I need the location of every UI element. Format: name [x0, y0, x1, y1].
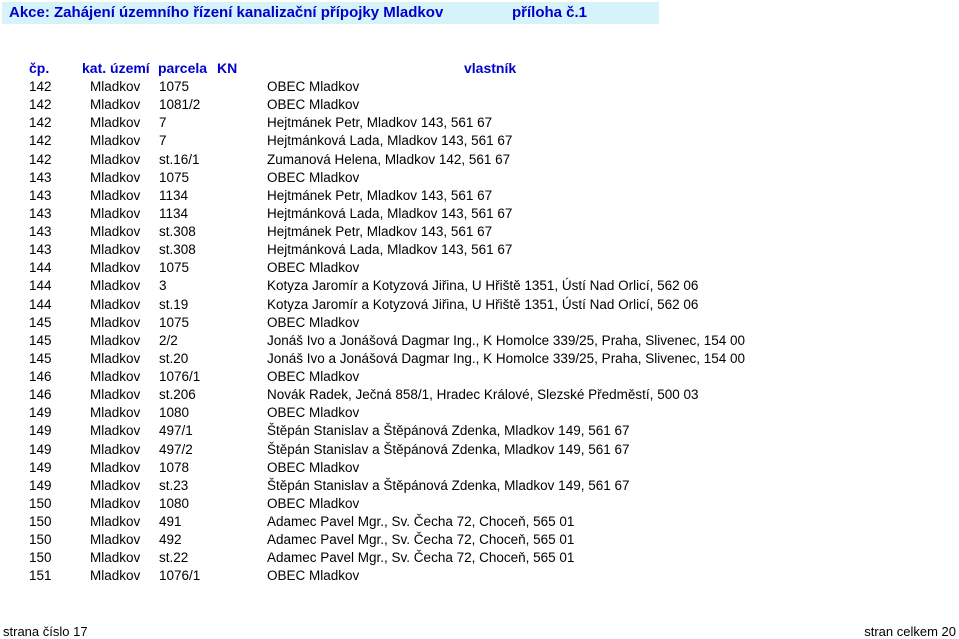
cell-parcela: 497/2 — [159, 441, 193, 457]
table-row — [0, 151, 959, 169]
cell-cp: 143 — [29, 205, 52, 221]
cell-cp: 150 — [29, 532, 52, 548]
cell-cp: 143 — [29, 187, 52, 203]
cell-vlastnik: Kotyza Jaromír a Kotyzová Jiřina, U Hřiště 1351, Ústí Nad Orlicí, 562 06 — [267, 278, 699, 294]
cell-vlastnik: OBEC Mladkov — [267, 405, 360, 421]
cell-cp: 150 — [29, 495, 52, 511]
cell-kat-uzemi: Mladkov — [90, 532, 141, 548]
cell-cp: 149 — [29, 459, 52, 475]
cell-kat-uzemi: Mladkov — [90, 423, 141, 439]
cell-cp: 145 — [29, 350, 52, 366]
cell-kat-uzemi: Mladkov — [90, 350, 141, 366]
cell-vlastnik: Jonáš Ivo a Jonášová Dagmar Ing., K Homolce 339/25, Praha, Slivenec, 154 00 — [267, 332, 746, 348]
cell-vlastnik: Adamec Pavel Mgr., Sv. Čecha 72, Choceň, 565 01 — [267, 514, 575, 529]
cell-vlastnik: OBEC Mladkov — [267, 495, 360, 511]
cell-vlastnik: Štěpán Stanislav a Štěpánová Zdenka, Mladkov 149, 561 67 — [267, 441, 630, 457]
cell-vlastnik: Hejtmánková Lada, Mladkov 143, 561 67 — [267, 205, 513, 221]
cell-cp: 142 — [29, 151, 52, 167]
header-kat-uzemi: kat. území — [82, 60, 150, 76]
cell-vlastnik: Hejtmánková Lada, Mladkov 143, 561 67 — [267, 133, 513, 149]
table-row — [0, 332, 959, 350]
cell-kat-uzemi: Mladkov — [90, 332, 141, 348]
cell-kat-uzemi: Mladkov — [90, 314, 141, 330]
cell-parcela: 1075 — [159, 260, 190, 276]
cell-kat-uzemi: Mladkov — [90, 133, 141, 149]
table-row — [0, 422, 959, 440]
cell-kat-uzemi: Mladkov — [90, 278, 141, 294]
table-row — [0, 296, 959, 314]
table-row — [0, 205, 959, 223]
cell-cp: 142 — [29, 97, 52, 113]
cell-kat-uzemi: Mladkov — [90, 224, 141, 239]
document-title: Akce: Zahájení územního řízení kanalizační přípojky Mladkov — [9, 4, 444, 21]
table-row — [0, 459, 959, 477]
cell-parcela: 1076/1 — [159, 568, 201, 584]
cell-vlastnik: Kotyza Jaromír a Kotyzová Jiřina, U Hřiště 1351, Ústí Nad Orlicí, 562 06 — [267, 296, 699, 312]
cell-kat-uzemi: Mladkov — [90, 242, 141, 258]
cell-parcela: st.23 — [159, 477, 189, 493]
cell-vlastnik: Hejtmánková Lada, Mladkov 143, 561 67 — [267, 242, 513, 258]
header-vlastnik: vlastník — [464, 60, 517, 76]
cell-cp: 149 — [29, 405, 52, 421]
table-row — [0, 404, 959, 422]
cell-vlastnik: Adamec Pavel Mgr., Sv. Čecha 72, Choceň, 565 01 — [267, 550, 575, 566]
header-kn: KN — [217, 60, 238, 76]
cell-parcela: 1075 — [159, 314, 190, 330]
table-row — [0, 114, 959, 132]
table-row — [0, 314, 959, 332]
cell-parcela: 1081/2 — [159, 97, 201, 113]
cell-kat-uzemi: Mladkov — [90, 459, 141, 475]
table-row — [0, 386, 959, 404]
cell-parcela: 3 — [159, 278, 167, 294]
cell-parcela: 1134 — [159, 187, 189, 203]
cell-kat-uzemi: Mladkov — [90, 405, 141, 421]
table-row — [0, 531, 959, 549]
cell-parcela: 1134 — [159, 205, 189, 221]
cell-parcela: 1076/1 — [159, 369, 201, 384]
cell-parcela: st.206 — [159, 387, 196, 403]
table-row — [0, 513, 959, 531]
cell-cp: 150 — [29, 550, 52, 566]
cell-parcela: st.22 — [159, 550, 189, 566]
cell-vlastnik: OBEC Mladkov — [267, 79, 360, 94]
cell-kat-uzemi: Mladkov — [90, 205, 141, 221]
cell-vlastnik: OBEC Mladkov — [267, 169, 360, 185]
table-row — [0, 223, 959, 241]
table-row — [0, 441, 959, 459]
cell-parcela: 492 — [159, 532, 182, 548]
table-row — [0, 259, 959, 277]
cell-parcela: 7 — [159, 115, 167, 131]
cell-parcela: 1078 — [159, 459, 190, 475]
cell-cp: 145 — [29, 314, 52, 330]
cell-vlastnik: OBEC Mladkov — [267, 459, 360, 475]
cell-vlastnik: Hejtmánek Petr, Mladkov 143, 561 67 — [267, 115, 493, 131]
cell-kat-uzemi: Mladkov — [90, 550, 141, 566]
table-body — [0, 78, 959, 586]
page-total: stran celkem 20 — [864, 624, 956, 639]
table-row — [0, 567, 959, 585]
table-row — [0, 78, 959, 96]
cell-parcela: 491 — [159, 514, 182, 529]
cell-cp: 144 — [29, 260, 52, 276]
cell-vlastnik: OBEC Mladkov — [267, 568, 360, 584]
cell-kat-uzemi: Mladkov — [90, 151, 141, 167]
cell-kat-uzemi: Mladkov — [90, 441, 141, 457]
cell-parcela: 1080 — [159, 495, 190, 511]
cell-kat-uzemi: Mladkov — [90, 169, 141, 185]
cell-cp: 150 — [29, 514, 52, 529]
cell-kat-uzemi: Mladkov — [90, 568, 141, 584]
cell-kat-uzemi: Mladkov — [90, 260, 141, 276]
table-row — [0, 277, 959, 295]
cell-kat-uzemi: Mladkov — [90, 477, 141, 493]
cell-parcela: st.19 — [159, 296, 189, 312]
table-row — [0, 549, 959, 567]
cell-kat-uzemi: Mladkov — [90, 495, 141, 511]
cell-cp: 143 — [29, 224, 52, 239]
cell-cp: 149 — [29, 441, 52, 457]
cell-parcela: 7 — [159, 133, 167, 149]
cell-vlastnik: Zumanová Helena, Mladkov 142, 561 67 — [267, 151, 511, 167]
cell-vlastnik: Adamec Pavel Mgr., Sv. Čecha 72, Choceň, 565 01 — [267, 532, 575, 548]
cell-kat-uzemi: Mladkov — [90, 514, 141, 529]
cell-kat-uzemi: Mladkov — [90, 115, 141, 131]
table-row — [0, 495, 959, 513]
cell-parcela: st.20 — [159, 350, 189, 366]
table-row — [0, 241, 959, 259]
cell-cp: 143 — [29, 242, 52, 258]
table-row — [0, 96, 959, 114]
cell-cp: 149 — [29, 423, 52, 439]
table-row — [0, 350, 959, 368]
cell-vlastnik: Novák Radek, Ječná 858/1, Hradec Králové, Slezské Předměstí, 500 03 — [267, 387, 699, 403]
cell-vlastnik: OBEC Mladkov — [267, 314, 360, 330]
cell-kat-uzemi: Mladkov — [90, 296, 141, 312]
header-cp: čp. — [29, 60, 50, 76]
header-parcela: parcela — [158, 60, 208, 76]
cell-parcela: 1075 — [159, 79, 190, 94]
cell-vlastnik: Štěpán Stanislav a Štěpánová Zdenka, Mladkov 149, 561 67 — [267, 423, 630, 439]
cell-cp: 151 — [29, 568, 52, 584]
cell-cp: 144 — [29, 278, 52, 294]
cell-vlastnik: OBEC Mladkov — [267, 369, 360, 384]
cell-kat-uzemi: Mladkov — [90, 187, 141, 203]
table-header — [0, 58, 959, 78]
cell-cp: 146 — [29, 387, 52, 403]
cell-vlastnik: Hejtmánek Petr, Mladkov 143, 561 67 — [267, 187, 493, 203]
cell-vlastnik: OBEC Mladkov — [267, 97, 360, 113]
cell-cp: 144 — [29, 296, 52, 312]
cell-vlastnik: Štěpán Stanislav a Štěpánová Zdenka, Mladkov 149, 561 67 — [267, 477, 630, 493]
cell-vlastnik: Hejtmánek Petr, Mladkov 143, 561 67 — [267, 224, 493, 239]
cell-cp: 145 — [29, 332, 52, 348]
cell-parcela: st.308 — [159, 224, 196, 239]
cell-cp: 146 — [29, 369, 52, 384]
cell-kat-uzemi: Mladkov — [90, 97, 141, 113]
table-row — [0, 169, 959, 187]
cell-parcela: st.16/1 — [159, 151, 200, 167]
cell-vlastnik: OBEC Mladkov — [267, 260, 360, 276]
cell-parcela: 1075 — [159, 169, 190, 185]
cell-parcela: 497/1 — [159, 423, 193, 439]
cell-vlastnik: Jonáš Ivo a Jonášová Dagmar Ing., K Homolce 339/25, Praha, Slivenec, 154 00 — [267, 350, 746, 366]
cell-cp: 142 — [29, 133, 52, 149]
cell-parcela: 1080 — [159, 405, 190, 421]
cell-cp: 143 — [29, 169, 52, 185]
page-number: strana číslo 17 — [3, 624, 88, 639]
cell-kat-uzemi: Mladkov — [90, 387, 141, 403]
table-row — [0, 477, 959, 495]
cell-kat-uzemi: Mladkov — [90, 369, 141, 384]
table-row — [0, 368, 959, 386]
cell-kat-uzemi: Mladkov — [90, 79, 141, 94]
table-row — [0, 187, 959, 205]
cell-cp: 142 — [29, 79, 52, 94]
table-row — [0, 132, 959, 150]
cell-cp: 149 — [29, 477, 52, 493]
title-bar — [2, 2, 659, 24]
cell-cp: 142 — [29, 115, 52, 131]
cell-parcela: 2/2 — [159, 332, 178, 348]
cell-parcela: st.308 — [159, 242, 196, 258]
appendix-label: příloha č.1 — [512, 4, 588, 21]
